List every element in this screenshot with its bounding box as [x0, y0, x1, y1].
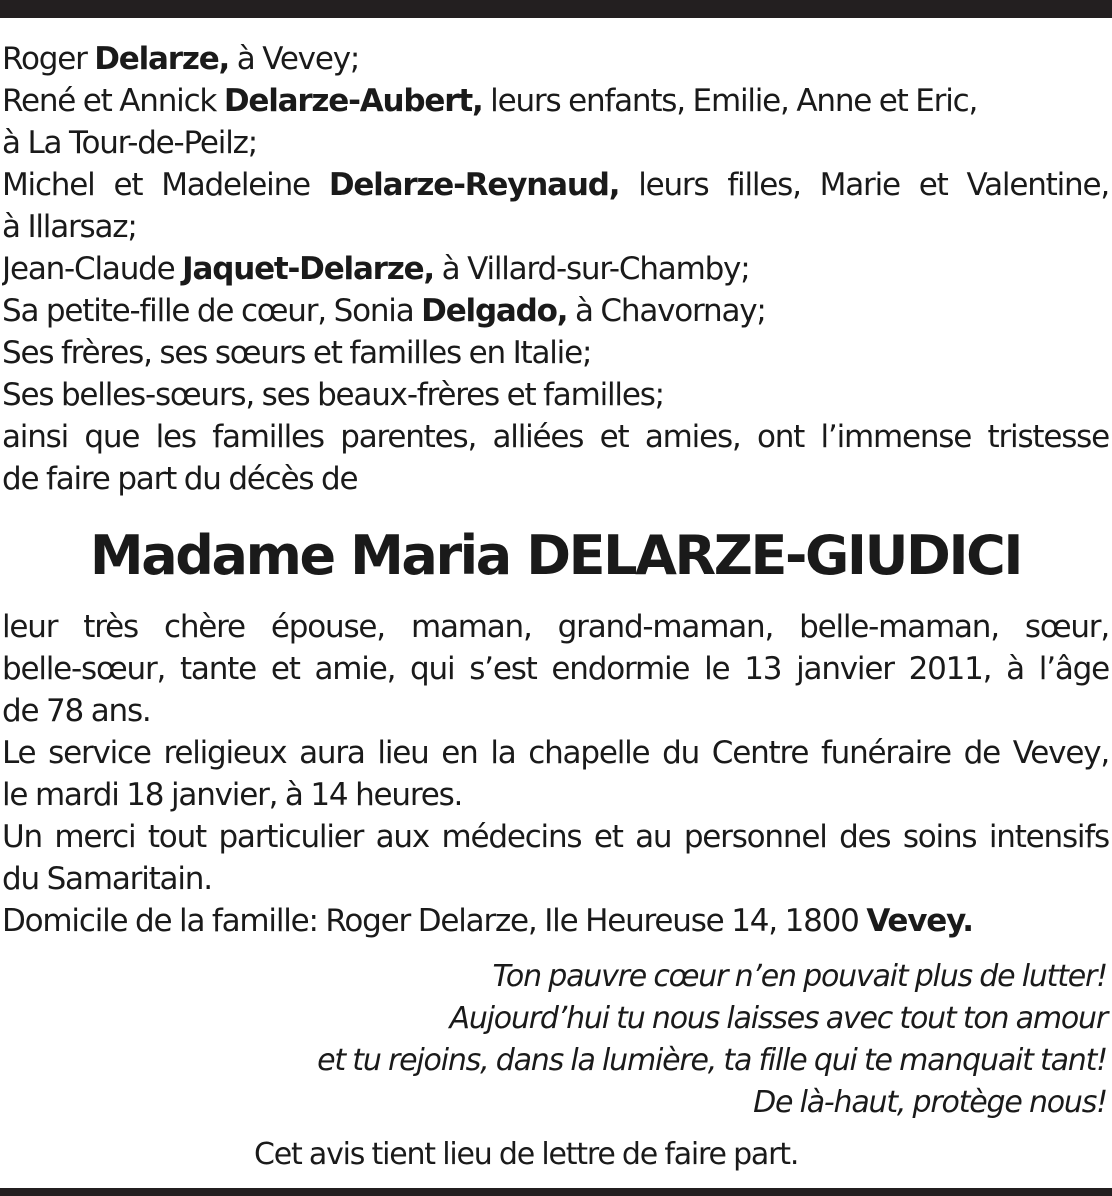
family-line-roger [2, 38, 1109, 80]
family-surname: Delarze-Aubert, [223, 83, 483, 119]
family-surname: Delgado, [421, 293, 568, 329]
family-line-siblings: Ses frères, ses sœurs et familles en Italie; [2, 335, 592, 371]
family-line-text: Michel et Madeleine [2, 167, 329, 203]
family-line-text: Roger [2, 41, 95, 77]
domicile-address: Domicile de la famille: Roger Delarze, Ile Heureuse 14, 1800 [2, 903, 867, 939]
family-domicile [2, 900, 1109, 942]
family-line-michel-madeleine [2, 164, 1109, 206]
bottom-border-rule [0, 1188, 1112, 1196]
thanks-line: Un merci tout particulier aux médecins et au personnel des soins intensifs [2, 819, 1109, 855]
family-line-location: à Villard-sur-Chamby; [434, 251, 750, 287]
family-line-location: à Chavornay; [567, 293, 766, 329]
poem-line: et tu rejoins, dans la lumière, ta fille qui te manquait tant! [317, 1043, 1107, 1078]
poem-verse [2, 956, 1109, 1124]
body-line: de 78 ans. [2, 693, 151, 729]
family-surname: Delarze-Reynaud, [328, 167, 620, 203]
family-line-location: à La Tour-de-Peilz; [2, 125, 257, 161]
service-line: le mardi 18 janvier, à 14 heures. [2, 777, 463, 813]
family-line-jean-claude [2, 248, 1109, 290]
poem-line: De là-haut, protège nous! [753, 1085, 1107, 1120]
family-line-location: à Illarsaz; [2, 209, 137, 245]
service-line: Le service religieux aura lieu en la chapelle du Centre funéraire de Vevey, [2, 735, 1109, 771]
family-line-text: René et Annick [2, 83, 224, 119]
body-line: leur très chère épouse, maman, grand-maman, belle-maman, sœur, [2, 609, 1109, 645]
family-line-location: à Vevey; [229, 41, 360, 77]
family-surname: Jaquet-Delarze, [182, 251, 435, 287]
family-line-sonia [2, 290, 1109, 332]
thanks-line: du Samaritain. [2, 861, 212, 897]
family-line-relatives: ainsi que les familles parentes, alliées et amies, ont l’immense tristesse [2, 419, 1109, 455]
family-line-text: Jean-Claude [2, 251, 183, 287]
body-line: belle-sœur, tante et amie, qui s’est endormie le 13 janvier 2011, à l’âge [2, 651, 1109, 687]
obituary-notice [2, 38, 1109, 1176]
announcement-lead: de faire part du décès de [2, 461, 358, 497]
family-line-rene-annick [2, 80, 1109, 122]
family-line-in-laws: Ses belles-sœurs, ses beaux-frères et familles; [2, 377, 664, 413]
top-border-rule [0, 0, 1112, 18]
closing-note: Cet avis tient lieu de lettre de faire part. [254, 1137, 799, 1172]
domicile-town: Vevey. [866, 903, 973, 939]
poem-line: Aujourd’hui tu nous laisses avec tout ton amour [449, 1001, 1107, 1036]
poem-line: Ton pauvre cœur n’en pouvait plus de lutter! [492, 959, 1107, 994]
family-surname: Delarze, [94, 41, 230, 77]
family-line-children: leurs enfants, Emilie, Anne et Eric, [482, 83, 978, 119]
deceased-name-heading: Madame Maria DELARZE-GIUDICI [89, 524, 1022, 587]
family-line-children: leurs filles, Marie et Valentine, [619, 167, 1109, 203]
family-line-text: Sa petite-fille de cœur, Sonia [2, 293, 422, 329]
